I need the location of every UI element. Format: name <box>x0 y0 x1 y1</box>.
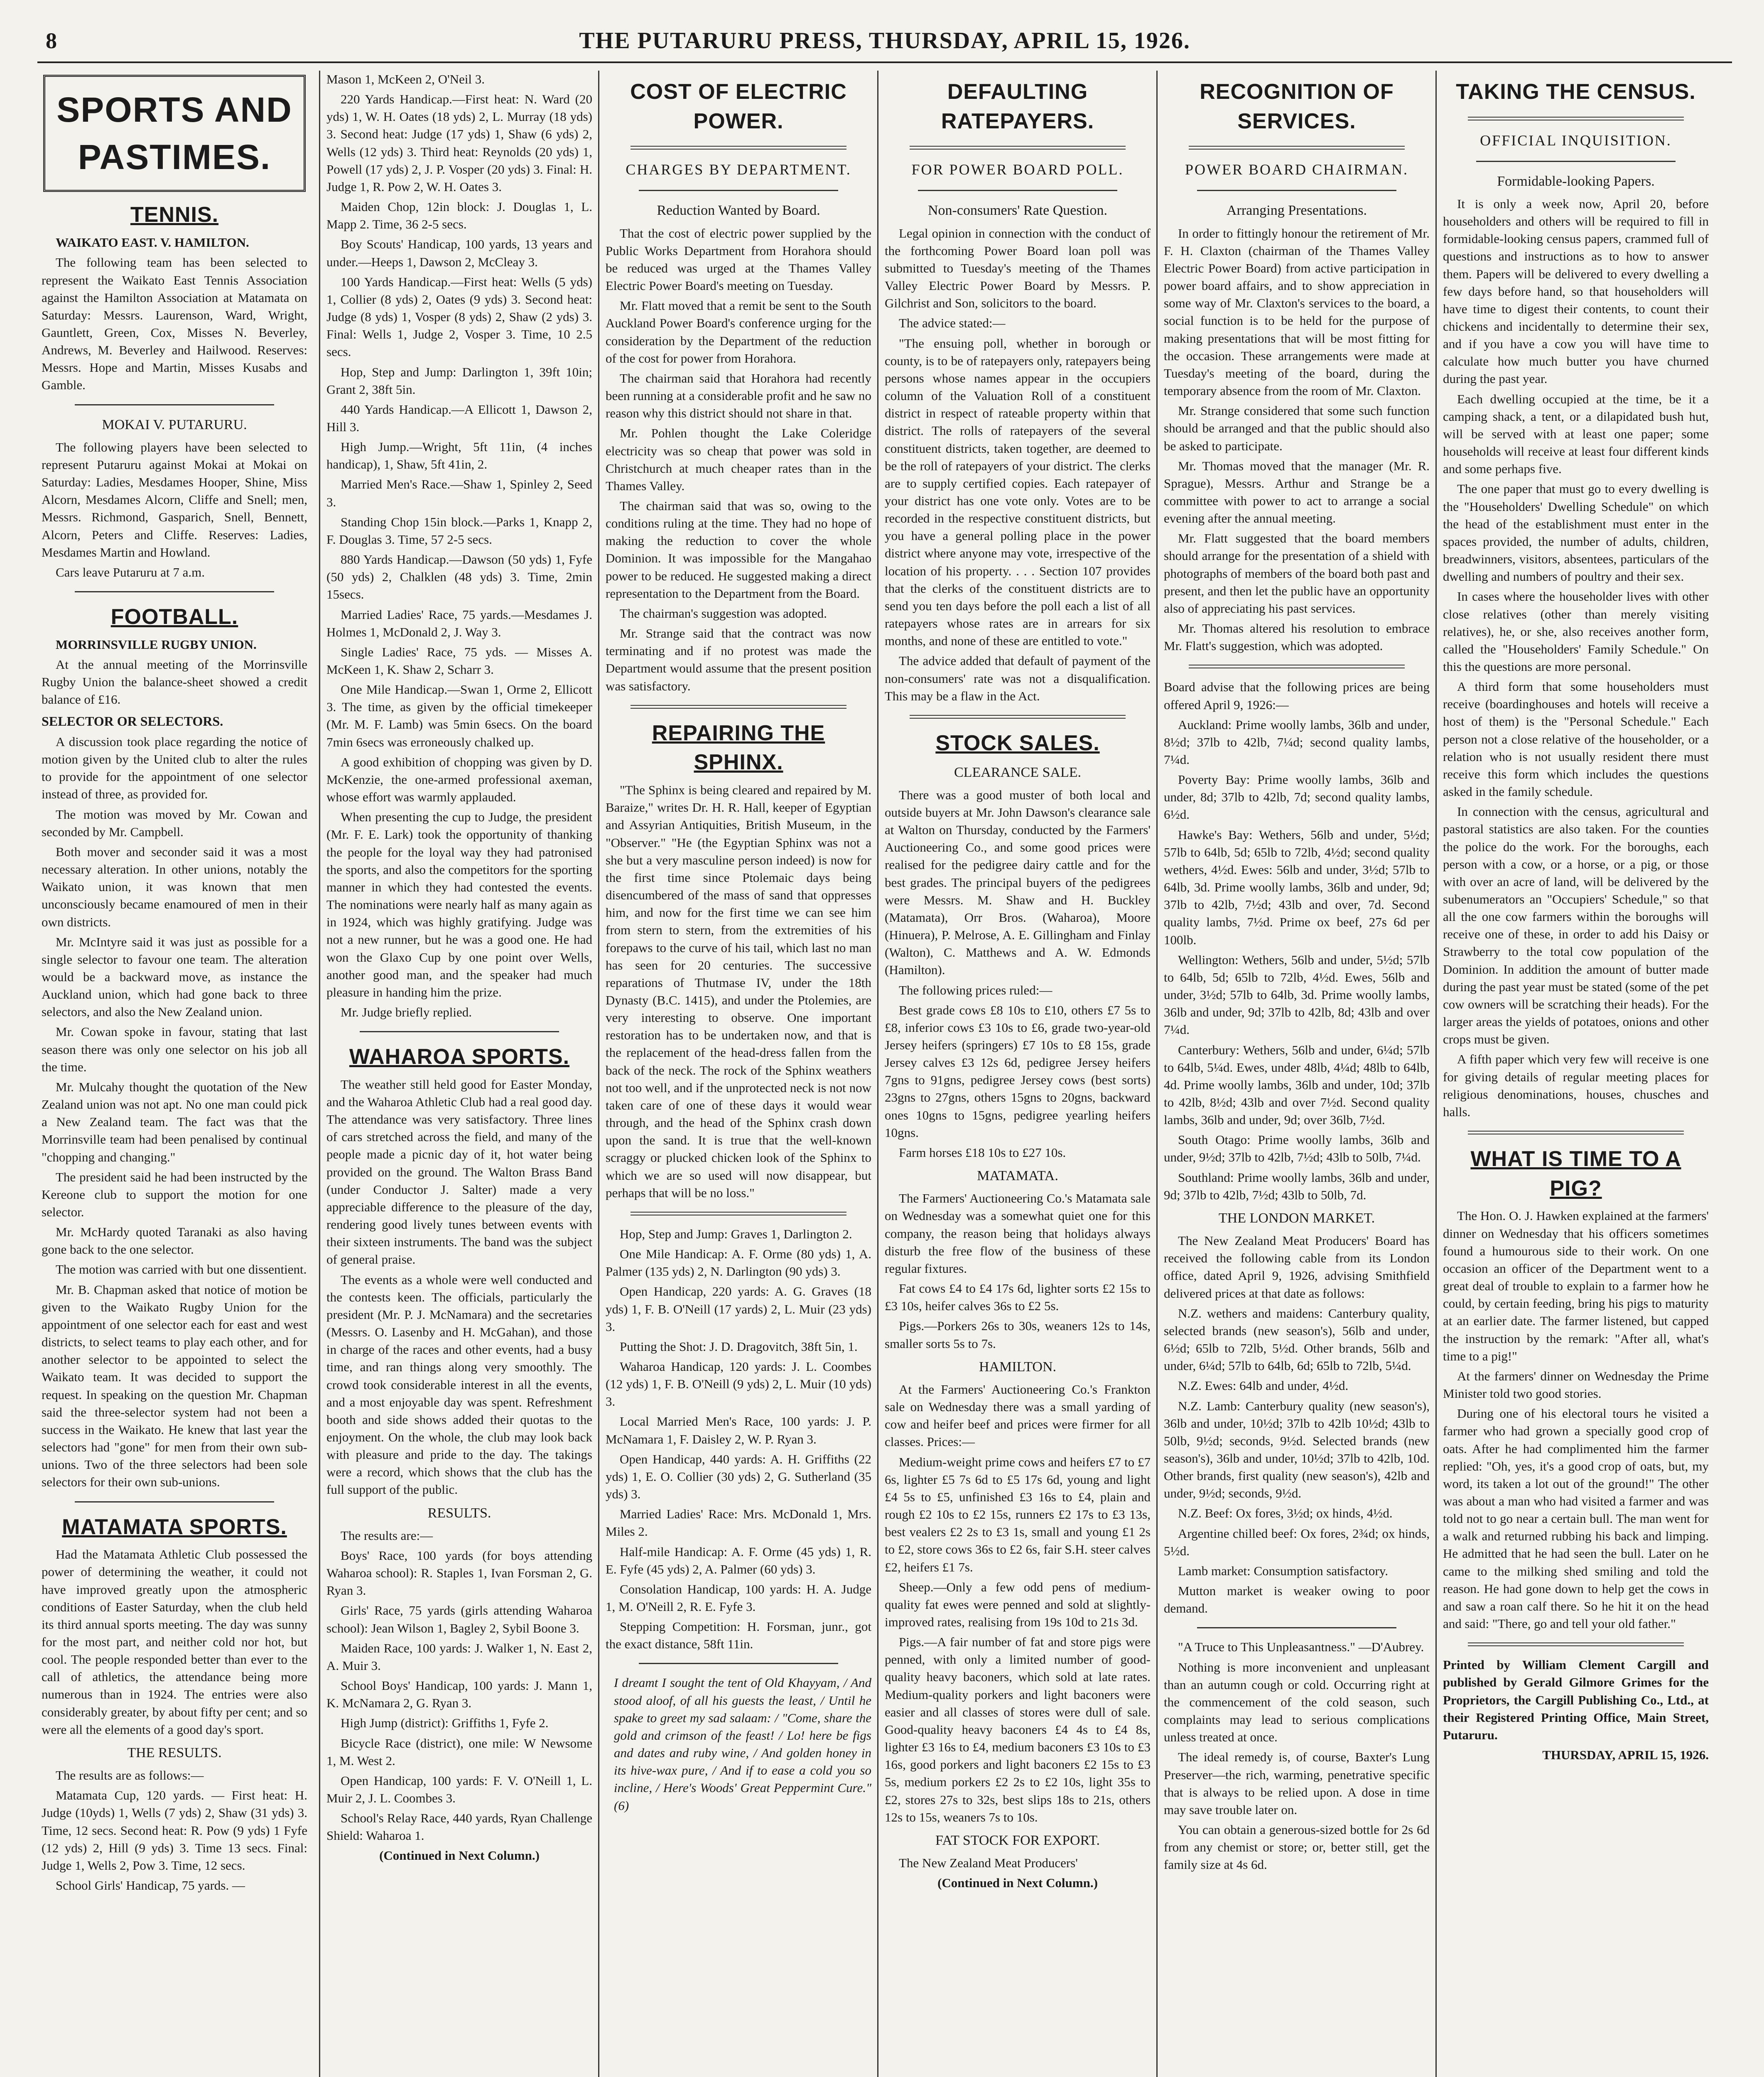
subheading: RESULTS. <box>427 1505 491 1521</box>
paragraph: Cars leave Putaruru at 7 a.m. <box>56 565 205 579</box>
subheading: WAIKATO EAST. V. HAMILTON. <box>56 235 249 250</box>
divider <box>910 715 1126 719</box>
section-title-box <box>43 75 306 192</box>
heading-tennis: TENNIS. <box>130 203 219 227</box>
paragraph: One Mile Handicap.—Swan 1, Orme 2, Ellicott 3. The time, as given by the official timekeeper (Mr. M. F. Lamb) was 5min 6secs. On the board 7min 6secs was erroneously chalked up. <box>326 682 592 749</box>
divider <box>631 1212 846 1215</box>
subheading: CHARGES BY DEPARTMENT. <box>626 161 851 178</box>
paragraph: Wellington: Wethers, 56lb and under, 5½d; 57lb to 64lb, 5d; 65lb to 72lb, 4½d. Ewes, 56lb and under, 3½d; 57lb to 64lb, 3d. Prime woolly lambs, 36lb and under, 9d; 37lb to 42lb, 8d; 43lb and over 7¼d. <box>1164 952 1430 1037</box>
paragraph: Stepping Competition: H. Forsman, junr., got the exact distance, 58ft 11in. <box>606 1619 871 1652</box>
paragraph: Best grade cows £8 10s to £10, others £7 5s to £8, inferior cows £3 10s to £6, grade two-year-old Jersey heifers (springers) £7 10s to £8 15s, grade Jersey calves £3 12s 6d, pedigree Jersey heifers 7gns to 91gns, pedigree Jersey cows (best sorts) 23gns to 27gns, others 15gns to 20gns, backward ones 10gns to 15gns, pedigree yearling heifers 10gns. <box>885 1002 1151 1140</box>
paragraph: 100 Yards Handicap.—First heat: Wells (5 yds) 1, Collier (8 yds) 2, Oates (9 yds) 3. Second heat: Judge (8 yds) 1, Vosper (8 yds) 2, Shaw (2 yds) 3. Final: Wells 1, Judge 2, Vosper 3. Time, 10 2.5 secs. <box>326 274 592 359</box>
paragraph: It is only a week now, April 20, before householders and others will be required to fill in formidable-looking census papers, crammed full of questions and instructions as to how to answer them. Papers will be delivered to every dwelling a few days before hand, so that householders will have time to digest their contents, to count their chickens and incidentally to determine their sex, and if you have a cow you will have time to calculate how much butter you have churned during the past year. <box>1443 196 1709 386</box>
paragraph: Putting the Shot: J. D. Dragovitch, 38ft 5in, 1. <box>620 1339 858 1354</box>
divider <box>631 146 846 150</box>
subheading: POWER BOARD CHAIRMAN. <box>1185 161 1409 178</box>
subheading: FAT STOCK FOR EXPORT. <box>935 1832 1100 1848</box>
paragraph: Had the Matamata Athletic Club possessed the power of determining the weather, it could not have improved greatly upon the atmospheric conditions of Easter Saturday, when the club held its third annual sports meeting. The day was sunny for the most part, and neither cold nor hot, but cool. The people responded better than ever to the call of athletics, the attendance being more numerous than in 1924. The entries were also considerably greater, by about fifty per cent; and so were all the elements of a good day's sport. <box>42 1547 307 1737</box>
paragraph: N.Z. Beef: Ox fores, 3½d; ox hinds, 4½d. <box>1178 1506 1393 1521</box>
divider <box>360 1031 559 1032</box>
paragraph: The chairman said that Horahora had recently been running at a considerable profit and he saw no reason why this district should not share in that. <box>606 371 871 421</box>
paragraph: Mr. Pohlen thought the Lake Coleridge electricity was so cheap that power was sold in Christchurch at much cheaper rates than in the Thames Valley. <box>606 426 871 493</box>
subheading: Arranging Presentations. <box>1226 203 1367 219</box>
paragraph: Mr. McHardy quoted Taranaki as also having gone back to the one selector. <box>42 1225 307 1257</box>
paragraph: Standing Chop 15in block.—Parks 1, Knapp 2, F. Douglas 3. Time, 57 2-5 secs. <box>326 514 592 547</box>
column-rule <box>319 71 320 2077</box>
heading-football: FOOTBALL. <box>110 605 238 629</box>
paragraph: Hop, Step and Jump: Graves 1, Darlington 2. <box>620 1226 852 1241</box>
paragraph: Medium-weight prime cows and heifers £7 to £7 6s, lighter £5 7s 6d to £5 17s 6d, young and light £4 5s to £5, unfinished £3 16s to £4, plain and rough £2 10s to £2 15s, runners £2 17s to £3 13s, best vealers £2 2s to £3 1s, small and young £1 2s to £2, store cows 36s to £2 6s, fair S.H. steer calves £2, heifers £1 7s. <box>885 1454 1151 1574</box>
paragraph: Maiden Chop, 12in block: J. Douglas 1, L. Mapp 2. Time, 36 2-5 secs. <box>326 199 592 232</box>
paragraph: "A Truce to This Unpleasantness." —D'Aubrey. <box>1178 1640 1424 1655</box>
paragraph: The events as a whole were well conducted and the contests keen. The officials, particularly the president (Mr. P. J. McNamara) and the secretaries (Messrs. O. Lasenby and H. McGahan), and those in charge of the races and other events, had a busy time, and ran things along very smoothly. The crowd took considerable interest in all the events, and a most enjoyable day was spent. Refreshment booth and side shows added their quotas to the enjoyment. On the whole, the club may look back with pleasure and pride to the day. The takings were a record, which shows that the club has the full support of the public. <box>326 1272 592 1497</box>
paragraph: "The Sphinx is being cleared and repaired by M. Baraize," writes Dr. H. R. Hall, keeper of Egyptian and Assyrian Antiquities, British Museum, in the "Observer." "He (the Egyptian Sphinx was not a she but a very masculine person indeed) is now for the first time since Ptolemaic days being disencumbered of the mass of sand that oppresses him, and now for the first time we can see him from stern to stern, from the extremities of his forepaws to the curve of his tail, which last no man has seen for 20 centuries. The successive reparations of Thutmase IV, under the 18th Dynasty (B.C. 1415), and under the Ptolemies, are very interesting to observe. One important restoration has to be undertaken now, and that is the replacement of the head-dress fallen from the back of the neck. The rock of the Sphinx weathers not too well, and if the unprotected neck is not now taken care of one of these days it would wear through, and the head of the Sphinx crash down upon the sand. It is true that the well-known scraggy or plucked chicken look of the Sphinx to which we are so used will now disappear, but perhaps that will be no loss." <box>606 783 871 1200</box>
paragraph: The following players have been selected to represent Putaruru against Mokai at Mokai on Saturday: Ladies, Mesdames Hooper, Shine, Miss Alcorn, Mesdames Alcorn, Cliffe and Snell; men, Messrs. Richmond, Gasparich, Snell, Bennett, Alcorn, Peters and Cliffe. Reserves: Ladies, Mesdames Martin and Howland. <box>42 439 307 560</box>
paragraph: Nothing is more inconvenient and unpleasant than an autumn cough or cold. Occurring right at the commencement of the cold season, such complaints may lead to serious complications unless treated at once. <box>1164 1660 1430 1745</box>
paragraph: When presenting the cup to Judge, the president (Mr. F. E. Lark) took the opportunity of thanking the people for the loyal way they had patronised the sports, and also the competitors for the sporting manner in which they had contested the events. The nominations were nearly half as many again as in 1924, which was highly gratifying. Judge was not a new runner, but he was a good one. He had won the Glaxo Cup by one point over Wells, another good man, and the speaker had much pleasure in handing him the prize. <box>326 810 592 999</box>
page-number: 8 <box>46 28 57 53</box>
paragraph: Waharoa Handicap, 120 yards: J. L. Coombes (12 yds) 1, F. B. O'Neill (9 yds) 2, L. Muir (10 yds) 3. <box>606 1359 871 1409</box>
paragraph: Married Men's Race.—Shaw 1, Spinley 2, Seed 3. <box>326 477 592 509</box>
paragraph: In connection with the census, agricultural and pastoral statistics are also taken. For the counties the police do the work. For the boroughs, each person with a cow, or a horse, or a pig, or those with over an acre of land, will be delivered by the subenumerators an "Occupiers' Schedule," so that all the one cow farmers within the boroughs will receive one of these, in order to add his Daisy or Strawberry to the total cow population of the Dominion. In addition the amount of butter made during the past year must be stated (some of the pet cow owners will be scratching their heads). For the larger areas the yields of potatoes, onions and other crops must be given. <box>1443 804 1709 1047</box>
continued-note: (Continued in Next Column.) <box>937 1876 1098 1890</box>
paragraph: Mr. Flatt suggested that the board members should arrange for the presentation of a shield with photographs of members of the board both past and present, and then let the public have an opportunity also of appreciating his past services. <box>1164 531 1430 616</box>
divider <box>1189 665 1405 668</box>
divider <box>1476 161 1676 162</box>
paragraph: N.Z. wethers and maidens: Canterbury quality, selected brands (new season's), 56lb and under, 6½d; 65lb to 72lb, 5½d. Other brands, 56lb and under, 6¼d; 57lb to 64lb, 6d; 65lb to 72lb, 5¼d. <box>1164 1306 1430 1373</box>
paragraph: Mr. Strange said that the contract was now terminating and if no protest was made the Department would assume that the present position was satisfactory. <box>606 626 871 693</box>
paragraph: The weather still held good for Easter Monday, and the Waharoa Athletic Club had a real good day. The attendance was very satisfactory. Three lines of cars stretched across the field, and many of the people made a picnic day of it, hot water being provided on the ground. The Walton Brass Band (under Conductor J. Salter) made a very appreciable difference to the pleasure of the day, rendering good lively tunes between events with their sixteen instruments. The band was the subject of general praise. <box>326 1077 592 1267</box>
heading-recognition-of-services: RECOGNITION OF SERVICES. <box>1200 80 1394 133</box>
heading-electric-power: COST OF ELECTRIC POWER. <box>630 80 847 133</box>
paragraph: The motion was carried with but one dissentient. <box>56 1262 307 1277</box>
paragraph: Open Handicap, 440 yards: A. H. Griffiths (22 yds) 1, E. O. Collier (30 yds) 2, G. Sutherland (35 yds) 3. <box>606 1451 871 1502</box>
paragraph: South Otago: Prime woolly lambs, 36lb and under, 9½d; 37lb to 42lb, 7½d; 43lb to 50lb, 7¼d. <box>1164 1132 1430 1165</box>
continued-note: (Continued in Next Column.) <box>379 1848 540 1863</box>
paragraph: Consolation Handicap, 100 yards: H. A. Judge 1, M. O'Neill 2, R. E. Fyfe 3. <box>606 1581 871 1614</box>
paragraph: Auckland: Prime woolly lambs, 36lb and under, 8½d; 37lb to 42lb, 7¼d; second quality lambs, 7¼d. <box>1164 717 1430 767</box>
divider <box>1468 1642 1684 1646</box>
heading-taking-the-census: TAKING THE CENSUS. <box>1456 80 1696 104</box>
heading-waharoa-sports: WAHAROA SPORTS. <box>349 1045 570 1069</box>
subheading: MATAMATA. <box>977 1168 1058 1184</box>
heading-time-to-a-pig: WHAT IS TIME TO A PIG? <box>1470 1147 1681 1201</box>
paragraph: Board advise that the following prices are being offered April 9, 1926:— <box>1164 680 1430 712</box>
paragraph: High Jump (district): Griffiths 1, Fyfe 2. <box>341 1716 549 1731</box>
divider <box>631 705 846 709</box>
paragraph: Matamata Cup, 120 yards. — First heat: H. Judge (10yds) 1, Wells (7 yds) 2, Shaw (31 yds) 3. Time, 12 secs. Second heat: R. Pow (9 yds) 1 Fyfe (12 yds) 2, Hill (9 yds) 3. Time 13 secs. Final: Judge 1, Wells 2, Pow 3. Time, 12 secs. <box>42 1788 307 1873</box>
paragraph: Southland: Prime woolly lambs, 36lb and under, 9d; 37lb to 42lb, 7½d; 43lb to 50lb, 7d. <box>1164 1170 1430 1202</box>
divider <box>918 190 1117 191</box>
paragraph: High Jump.—Wright, 5ft 11in, (4 inches handicap), 1, Shaw, 5ft 41in, 2. <box>326 439 592 472</box>
paragraph: The following prices ruled:— <box>899 982 1053 997</box>
subheading: HAMILTON. <box>979 1359 1057 1375</box>
subheading: Formidable-looking Papers. <box>1497 173 1655 189</box>
paragraph: School Boys' Handicap, 100 yards: J. Mann 1, K. McNamara 2, G. Ryan 3. <box>326 1678 592 1711</box>
paragraph: 440 Yards Handicap.—A Ellicott 1, Dawson 2, Hill 3. <box>326 402 592 434</box>
paragraph: Poverty Bay: Prime woolly lambs, 36lb and under, 8d; 37lb to 42lb, 7d; second quality lambs, 6½d. <box>1164 772 1430 822</box>
column-recognition <box>1164 71 1430 2077</box>
column-census <box>1443 71 1709 2077</box>
paragraph: Pigs.—A fair number of fat and store pigs were penned, with only a limited number of good-quality heavy baconers, which sold at late rates. Medium-quality porkers and light baconers were easier and all classes of stores were dull of sale. Good-quality heavy baconers £4 4s to £4 8s, lighter £3 16s to £4, medium baconers £3 10s to £3 16s, good porkers and light baconers £2 15s to £3 5s, medium porkers £2 2s to £2 10s, light 35s to £2, stores 27s to 32s, best slips 18s to 21s, others 12s to 15s, weaners 7s to 10s. <box>885 1635 1151 1824</box>
divider <box>75 591 274 592</box>
masthead <box>37 20 1732 63</box>
divider <box>1197 1627 1396 1628</box>
paragraph: Half-mile Handicap: A. F. Orme (45 yds) 1, R. E. Fyfe (45 yds) 2, A. Palmer (60 yds) 3. <box>606 1544 871 1576</box>
paragraph: Lamb market: Consumption satisfactory. <box>1178 1563 1388 1578</box>
divider <box>910 146 1126 150</box>
subheading: MORRINSVILLE RUGBY UNION. <box>56 637 257 652</box>
subheading: OFFICIAL INQUISITION. <box>1480 132 1672 149</box>
paragraph: Open Handicap, 220 yards: A. G. Graves (18 yds) 1, F. B. O'Neill (17 yards) 2, L. Muir (23 yds) 3. <box>606 1284 871 1334</box>
paragraph: The ideal remedy is, of course, Baxter's Lung Preserver—the rich, warming, penetrative specific that is always to be relied upon. A dose in time may save trouble later on. <box>1164 1750 1430 1817</box>
subheading: THE RESULTS. <box>127 1745 222 1760</box>
paragraph: Each dwelling occupied at the time, be it a camping shack, a tent, or a dilapidated bush hut, will be served with at least one paper; some households will receive at least four different kinds and some perhaps five. <box>1443 391 1709 476</box>
newspaper-title: THE PUTARURU PRESS, THURSDAY, APRIL 15, 1926. <box>579 28 1190 54</box>
paragraph: Fat cows £4 to £4 17s 6d, lighter sorts £2 15s to £3 10s, heifer calves 36s to £2 5s. <box>885 1281 1151 1313</box>
column-rule <box>1435 71 1437 2077</box>
heading-matamata-sports: MATAMATA SPORTS. <box>62 1515 287 1539</box>
paragraph: Hawke's Bay: Wethers, 56lb and under, 5½d; 57lb to 64lb, 5d; 65lb to 72lb, 4½d; second quality wethers, 4½d. Ewes: 56lb and under, 3½d; 57lb to 64lb, 3d. Prime woolly lambs, 36lb and under, 9d; 37lb to 42lb, 7½d; 43lb and over, 7d. Second quality lambs, 7½d. Prime ox beef, 27s 6d per 100lb. <box>1164 827 1430 947</box>
paragraph: You can obtain a generous-sized bottle for 2s 6d from any chemist or store; or, better still, get the family size at 4s 6d. <box>1164 1822 1430 1872</box>
paragraph: Mr. Judge briefly replied. <box>341 1004 472 1019</box>
paragraph: "The ensuing poll, whether in borough or county, is to be of ratepayers only, ratepayers being persons whose names appear in the occupiers column of the Valuation Roll of a constituent district in respect of rateable property within that district. The rolls of ratepayers of the several constituent districts, taken together, are deemed to be the roll of ratepayers of your district. The clerks are to supply certified copies. Each ratepayer of your district has one vote only. Votes are to be recorded in the respective constituent districts, but you have a general polling place in the power district where anyone may vote, irrespective of the location of his property. . . . Section 107 provides that the clerks of the constituent districts are to send you ten days before the poll each a list of all ratepayers whose rates are in arrears for six months, and none of these are entitled to vote." <box>885 336 1151 648</box>
paragraph: Legal opinion in connection with the conduct of the forthcoming Power Board loan poll was submitted to Tuesday's meeting of the Thames Valley Electric Power Board by Messrs. P. Gilchrist and Son, solicitors to the board. <box>885 226 1151 311</box>
heading-sphinx: REPAIRING THE SPHINX. <box>652 721 825 775</box>
subheading: Reduction Wanted by Board. <box>657 203 820 219</box>
paragraph: Mutton market is weaker owing to poor demand. <box>1164 1584 1430 1616</box>
column-electric-power <box>606 71 871 2077</box>
paragraph: Open Handicap, 100 yards: F. V. O'Neill 1, L. Muir 2, J. L. Coombes 3. <box>326 1773 592 1806</box>
subheading: MOKAI V. PUTARURU. <box>102 417 247 432</box>
paragraph: At the annual meeting of the Morrinsville Rugby Union the balance-sheet showed a credit balance of £16. <box>42 657 307 707</box>
divider <box>1468 117 1684 120</box>
subheading: THE LONDON MARKET. <box>1218 1210 1375 1226</box>
column-ratepayers <box>885 71 1151 2077</box>
paragraph: A fifth paper which very few will receive is one for giving details of regular meeting places for religious denominations, houses, chusches and halls. <box>1443 1052 1709 1119</box>
paragraph: Single Ladies' Race, 75 yds. — Misses A. McKeen 1, K. Shaw 2, Scharr 3. <box>326 644 592 677</box>
paragraph: School Girls' Handicap, 75 yards. — <box>56 1878 245 1893</box>
paragraph: The results are as follows:— <box>56 1768 204 1783</box>
paragraph: In order to fittingly honour the retirement of Mr. F. H. Claxton (chairman of the Thames Valley Electric Power Board) from active participation in power board affairs, and to show appreciation in some way of Mr. Claxton's services to the board, a social function is to be held for the purpose of making presentations that will be most fitting for the occasion. These arrangements were made at Tuesday's meeting of the board, during the temporary absence from the room of Mr. Claxton. <box>1164 226 1430 398</box>
section-title: SPORTS AND PASTIMES. <box>56 90 292 177</box>
paragraph: The one paper that must go to every dwelling is the "Householders' Dwelling Schedule" on which the head of the establishment must enter in the spaces provided, the number of adults, children, breadwinners, visitors, absentees, particulars of the dwelling and numbers of poultry and their sex. <box>1443 481 1709 584</box>
divider <box>75 404 274 405</box>
paragraph: The following team has been selected to represent the Waikato East Tennis Association against the Hamilton Association at Matamata on Saturday: Messrs. Laurenson, Ward, Wright, Gauntlett, Green, Cox, Misses N. Beverley, Andrews, M. Beverley and Hailwood. Reserves: Messrs. Hope and Martin, Misses Kusabs and Gamble. <box>42 255 307 393</box>
paragraph: Argentine chilled beef: Ox fores, 2¾d; ox hinds, 5½d. <box>1164 1526 1430 1558</box>
paragraph: Boy Scouts' Handicap, 100 yards, 13 years and under.—Heeps 1, Dawson 2, McCleay 3. <box>326 237 592 269</box>
paragraph: Married Ladies' Race, 75 yards.—Mesdames J. Holmes 1, McDonald 2, J. Way 3. <box>326 607 592 639</box>
printer-imprint: Printed by William Clement Cargill and published by Gerald Gilmore Grimes for the Proprietors, the Cargill Publishing Co., Ltd., at their Registered Printing Office, Main Street, Putaruru. <box>1443 1657 1709 1742</box>
paragraph: 880 Yards Handicap.—Dawson (50 yds) 1, Fyfe (50 yds) 2, Chalklen (48 yds) 3. Time, 2min 15secs. <box>326 552 592 602</box>
paragraph: There was a good muster of both local and outside buyers at Mr. John Dawson's clearance sale at Walton on Thursday, conducted by the Farmers' Auctioneering Co., and some good prices were realised for the pedigree dairy cattle and for the best grades. The principal buyers of the pedigrees were Messrs. M. Shaw and H. Buckley (Matamata), Orr Bros. (Waharoa), Moore (Hinuera), P. Melrose, A. E. Gillingham and Finlay (Walton), C. Matthews and A. W. Edmonds (Hamilton). <box>885 787 1151 977</box>
paragraph: Canterbury: Wethers, 56lb and under, 6¼d; 57lb to 64lb, 5¼d. Ewes, under 48lb, 4¼d; 48lb to 64lb, 4d. Prime woolly lambs, 36lb and under, 10d; 37lb to 42lb, 8½d; 43lb and over 7½d. Second quality lambs, 36lb and under, 9d; over 36lb, 7½d. <box>1164 1042 1430 1127</box>
subheading: Non-consumers' Rate Question. <box>928 203 1107 219</box>
paragraph: Local Married Men's Race, 100 yards: J. P. McNamara 1, F. Daisley 2, W. P. Ryan 3. <box>606 1414 871 1446</box>
paragraph: Mr. Mulcahy thought the quotation of the New Zealand union was not apt. No one man could pick a New Zealand team. The fact was that the Morrinsville team had been penalised by continual "chopping and changing." <box>42 1079 307 1164</box>
paragraph: Mr. McIntyre said it was just as possible for a single selector to favour one team. The alteration would be a backward move, as instance the Auckland union, which had gone back to three selectors, and also the New Zealand union. <box>42 934 307 1019</box>
paragraph: A discussion took place regarding the notice of motion given by the United club to alter the rules to provide for the appointment of one selector instead of three, as provided for. <box>42 734 307 802</box>
verse-advert: I dreamt I sought the tent of Old Khayyam, / And stood aloof, of all his guests the least, / Until he spake to greet my sad salaam: / "Come, share the gold and crimson of the feast! / Lo! here be figs and dates and ruby wine, / And golden honey in its hive-wax pure, / And if to ease a cold you so incline, / Here's Woods' Great Peppermint Cure." (6) <box>614 1675 871 1813</box>
paragraph: In cases where the householder lives with other close relatives (other than merely visiting relatives), he, or she, also receives another form, called the "Householders' Family Schedule." On this the questions are more personal. <box>1443 589 1709 674</box>
paragraph: Boys' Race, 100 yards (for boys attending Waharoa school): R. Staples 1, Ivan Forsman 2, G. Ryan 3. <box>326 1548 592 1598</box>
column-sports-continued <box>326 71 592 2077</box>
paragraph: The New Zealand Meat Producers' Board has received the following cable from its London office, dated April 9, 1926, advising Smithfield delivered prices at that date as follows: <box>1164 1233 1430 1301</box>
paragraph: The advice stated:— <box>899 316 1006 331</box>
paragraph: N.Z. Lamb: Canterbury quality (new season's), 36lb and under, 10½d; 37lb to 42lb 10½d; 43lb to 50lb, 9½d; seconds, 9½d. Selected brands (new season's), 36lb and under, 10½d; 37lb to 42lb, 10d. Other brands, first quality (new season's), 42lb and under, 9½d; seconds, 9½d. <box>1164 1398 1430 1501</box>
dateline: THURSDAY, APRIL 15, 1926. <box>1542 1748 1709 1762</box>
paragraph: School's Relay Race, 440 yards, Ryan Challenge Shield: Waharoa 1. <box>326 1811 592 1843</box>
divider <box>639 1663 838 1664</box>
paragraph: Mr. Flatt moved that a remit be sent to the South Auckland Power Board's conference urging for the consideration by the Department of the reduction of the cost for power from Horahora. <box>606 298 871 366</box>
column-rule <box>1156 71 1158 2077</box>
column-sports <box>42 71 307 2077</box>
paragraph: The results are:— <box>341 1528 433 1543</box>
paragraph: Mr. Cowan spoke in favour, stating that last season there was only one selector on his job all the time. <box>42 1024 307 1074</box>
paragraph: Sheep.—Only a few odd pens of medium-quality fat ewes were penned and sold at slightly-improved rates, realising from 19s 10d to 21s 3d. <box>885 1579 1151 1629</box>
paragraph: Pigs.—Porkers 26s to 30s, weaners 12s to 14s, smaller sorts 5s to 7s. <box>885 1318 1151 1351</box>
paragraph: Hop, Step and Jump: Darlington 1, 39ft 10in; Grant 2, 38ft 5in. <box>326 364 592 397</box>
paragraph: Mr. Thomas altered his resolution to embrace Mr. Flatt's suggestion, which was adopted. <box>1164 621 1430 653</box>
divider <box>1197 190 1396 191</box>
paragraph: The Farmers' Auctioneering Co.'s Matamata sale on Wednesday was a somewhat quiet one for this company, the reason being that holidays always disturb the free flow of the business of these regular fixtures. <box>885 1191 1151 1276</box>
divider <box>1468 1131 1684 1134</box>
paragraph: Farm horses £18 10s to £27 10s. <box>899 1145 1066 1160</box>
paragraph: A good exhibition of chopping was given by D. McKenzie, the one-armed professional axeman, whose effort was warmly applauded. <box>326 754 592 805</box>
paragraph: At the Farmers' Auctioneering Co.'s Frankton sale on Wednesday there was a small yarding of cow and heifer beef and prices were firmer for all classes. Prices:— <box>885 1382 1151 1449</box>
divider <box>1189 146 1405 150</box>
paragraph: The advice added that default of payment of the non-consumers' rate was not a disqualification. This may be a flaw in the Act. <box>885 653 1151 703</box>
paragraph: The chairman said that was so, owing to the conditions ruling at the time. They had no hope of making the reduction to cover the whole Dominion. It was impossible for the Mangahao power to be reduced. He suggested making a direct representation to the Department from the Board. <box>606 498 871 601</box>
paragraph: Mr. Thomas moved that the manager (Mr. R. Sprague), Messrs. Arthur and Strange be a committee with power to act to arrange a social evening after the annual meeting. <box>1164 458 1430 526</box>
subheading: FOR POWER BOARD POLL. <box>911 161 1124 178</box>
paragraph: Bicycle Race (district), one mile: W Newsome 1, M. West 2. <box>326 1736 592 1768</box>
divider <box>639 190 838 191</box>
heading-defaulting-ratepayers: DEFAULTING RATEPAYERS. <box>941 80 1094 133</box>
paragraph: Married Ladies' Race: Mrs. McDonald 1, Mrs. Miles 2. <box>606 1507 871 1539</box>
heading-stock-sales: STOCK SALES. <box>935 731 1100 755</box>
paragraph: The president said he had been instructed by the Kereone club to support the motion for one selector. <box>42 1169 307 1219</box>
paragraph: One Mile Handicap: A. F. Orme (80 yds) 1, A. Palmer (135 yds) 2, N. Darlington (90 yds) 3. <box>606 1247 871 1279</box>
paragraph: Maiden Race, 100 yards: J. Walker 1, N. East 2, A. Muir 3. <box>326 1640 592 1673</box>
paragraph: The motion was moved by Mr. Cowan and seconded by Mr. Campbell. <box>42 807 307 839</box>
paragraph: That the cost of electric power supplied by the Public Works Department from Horahora should be reduced was urged at the Thames Valley Electric Power Board's meeting on Tuesday. <box>606 226 871 293</box>
paragraph: The New Zealand Meat Producers' <box>899 1856 1078 1871</box>
paragraph: A third form that some householders must receive (boardinghouses and hotels will receive a host of them) is the "Personal Schedule." Each person not a close relative of the householder, or a relation who is not usually resident there must receive this form which includes the questions asked in the family schedule. <box>1443 679 1709 799</box>
column-rule <box>877 71 878 2077</box>
paragraph: 220 Yards Handicap.—First heat: N. Ward (20 yds) 1, W. H. Oates (18 yds) 2, L. Murray (18 yds) 3. Second heat: Judge (17 yds) 1, Shaw (6 yds) 2, Wells (12 yds) 3. Third heat: Reynolds (20 yds) 1, Powell (17 yds) 2, J. P. Vosper (20 yds) 3. Final: H. Judge 1, R. Pow 2, W. H. Oates 3. <box>326 92 592 194</box>
paragraph: The chairman's suggestion was adopted. <box>620 606 827 621</box>
paragraph: N.Z. Ewes: 64lb and under, 4½d. <box>1178 1378 1349 1393</box>
column-rule <box>598 71 599 2077</box>
divider <box>75 1501 274 1503</box>
paragraph: The Hon. O. J. Hawken explained at the farmers' dinner on Wednesday that his officers sometimes found a humourous side to their work. On one occasion an officer of the Department went to a great deal of trouble to explain to a farmer how he could, by certain feeding, bring his pigs to maturity at an earlier date. The farmer listened, but capped the instruction by the remark: "After all, what's time to a pig!" <box>1443 1208 1709 1363</box>
paragraph: Mr. Strange considered that some such function should be arranged and that the public should also be asked to participate. <box>1164 403 1430 453</box>
subheading: SELECTOR OR SELECTORS. <box>42 714 223 729</box>
subheading: CLEARANCE SALE. <box>954 764 1081 780</box>
paragraph: Mason 1, McKeen 2, O'Neil 3. <box>326 72 485 86</box>
paragraph: Mr. B. Chapman asked that notice of motion be given to the Waikato Rugby Union for the appointment of one selector each for east and west districts, to select teams to play each other, and for another selector to be appointed to select the Waikato team. It was decided to support the request. In speaking on the question Mr. Chapman said the three-selector system had not been a success in the Waikato. He knew that last year the selectors had "gone" for men from their own sub-unions. Two of the three selectors had been sole selectors for their own sub-unions. <box>42 1282 307 1490</box>
paragraph: Girls' Race, 75 yards (girls attending Waharoa school): Jean Wilson 1, Bagley 2, Sybil Boone 3. <box>326 1603 592 1635</box>
paragraph: Both mover and seconder said it was a most necessary alteration. In other unions, notably the Waikato union, it was known that men unconsciously became enamoured of men in their own districts. <box>42 844 307 929</box>
paragraph: At the farmers' dinner on Wednesday the Prime Minister told two good stories. <box>1443 1368 1709 1401</box>
paragraph: During one of his electoral tours he visited a farmer who had grown a specially good crop of oats. After he had complimented him the farmer replied: "Oh, yes, it's a good crop of oats, but, my word, its taken a lot out of the ground!" The other was about a man who had visited a farmer and was told not to go near a certain bull. The man went for a walk and returned rubbing his back and limping. He admitted that he had seen the bull. Later on he came to the milking shed smiling and told the reason. He had gone down to help get the cows in and saw a roan calf there. So he hit it on the head and said: "There, go and tell your old father." <box>1443 1406 1709 1631</box>
